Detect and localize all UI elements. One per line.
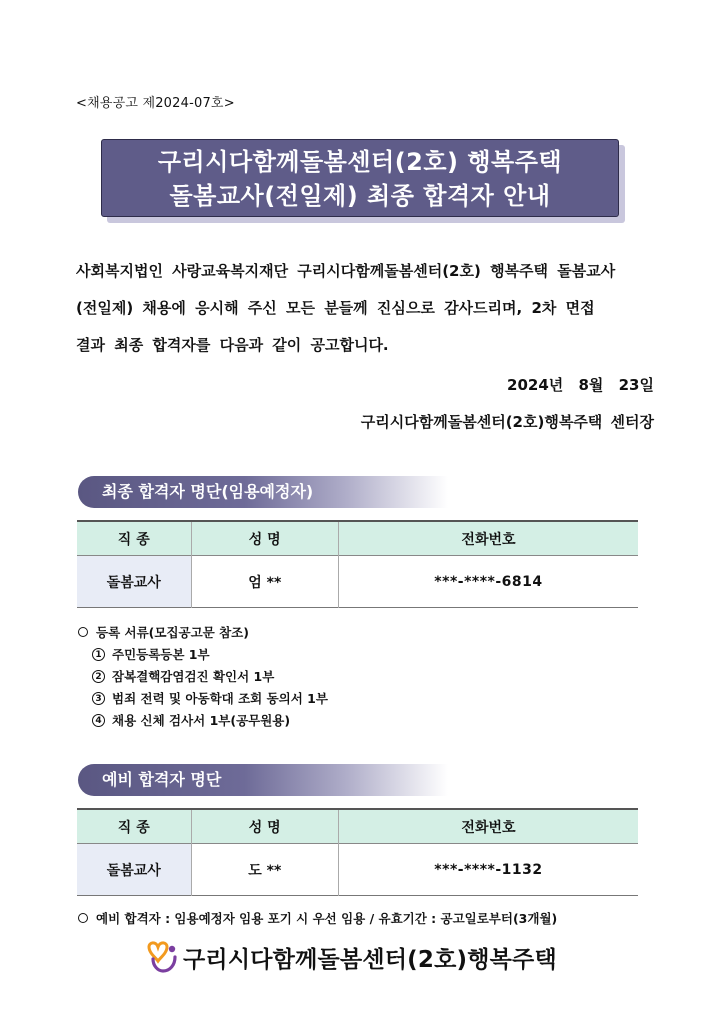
header-job: 직 종 [77, 809, 191, 844]
circle-bullet-icon [78, 627, 88, 637]
announcement-body [76, 253, 654, 364]
reserve-note-text: 예비 합격자 : 임용예정자 임용 포기 시 우선 임용 / 유효기간 : 공고일로부터(3개월) [96, 911, 558, 926]
cell-job: 돌봄교사 [77, 844, 191, 896]
list-item [78, 687, 328, 709]
cell-phone: ***-****-6814 [338, 556, 638, 608]
cell-name: 도 ** [191, 844, 338, 896]
notice-number: <채용공고 제2024-07호> [76, 96, 235, 111]
reserve-note [78, 909, 557, 927]
table-row [77, 844, 638, 896]
center-logo [145, 937, 557, 977]
final-section-title: 최종 합격자 명단(임용예정자) [102, 482, 314, 501]
title-line-2: 돌봄교사(전일제) 최종 합격자 안내 [169, 182, 551, 210]
documents-heading [78, 621, 328, 643]
document-text: 범죄 전력 및 아동학대 조회 동의서 1부 [112, 691, 328, 706]
announcement-date: 2024년 8월 23일 [507, 376, 654, 394]
logo-text: 구리시다함께돌봄센터(2호)행복주택 [183, 946, 557, 973]
list-item [78, 709, 328, 731]
header-phone: 전화번호 [338, 521, 638, 556]
document-text: 주민등록등본 1부 [112, 647, 210, 662]
header-job: 직 종 [77, 521, 191, 556]
cell-job: 돌봄교사 [77, 556, 191, 608]
list-item [78, 643, 328, 665]
circled-number-icon: 4 [92, 714, 105, 727]
list-item [78, 665, 328, 687]
title-line-1: 구리시다함께돌봄센터(2호) 행복주택 [157, 148, 563, 176]
cell-name: 엄 ** [191, 556, 338, 608]
body-line-3: 결과 최종 합격자를 다음과 같이 공고합니다. [76, 336, 389, 354]
document-text: 채용 신체 검사서 1부(공무원용) [112, 713, 291, 728]
final-section-header [78, 476, 448, 508]
reserve-section-title: 예비 합격자 명단 [102, 770, 222, 789]
table-header-row [77, 521, 638, 556]
issuer: 구리시다함께돌봄센터(2호)행복주택 센터장 [360, 413, 654, 431]
reserve-results-table [77, 808, 638, 896]
title-box [101, 139, 619, 217]
document-text: 잠복결핵감염검진 확인서 1부 [112, 669, 275, 684]
header-name: 성 명 [191, 521, 338, 556]
body-line-1: 사회복지법인 사랑교육복지재단 구리시다함께돌봄센터(2호) 행복주택 돌봄교사 [76, 262, 616, 280]
circled-number-icon: 3 [92, 692, 105, 705]
documents-title: 등록 서류(모집공고문 참조) [96, 625, 249, 640]
table-row [77, 556, 638, 608]
circled-number-icon: 1 [92, 648, 105, 661]
final-results-table [77, 520, 638, 608]
heart-person-logo-icon [145, 939, 179, 975]
circled-number-icon: 2 [92, 670, 105, 683]
required-documents [78, 621, 328, 731]
header-phone: 전화번호 [338, 809, 638, 844]
header-name: 성 명 [191, 809, 338, 844]
circle-bullet-icon [78, 913, 88, 923]
body-line-2: (전일제) 채용에 응시해 주신 모든 분들께 진심으로 감사드리며, 2차 면접 [76, 299, 595, 317]
reserve-section-header [78, 764, 448, 796]
cell-phone: ***-****-1132 [338, 844, 638, 896]
table-header-row [77, 809, 638, 844]
